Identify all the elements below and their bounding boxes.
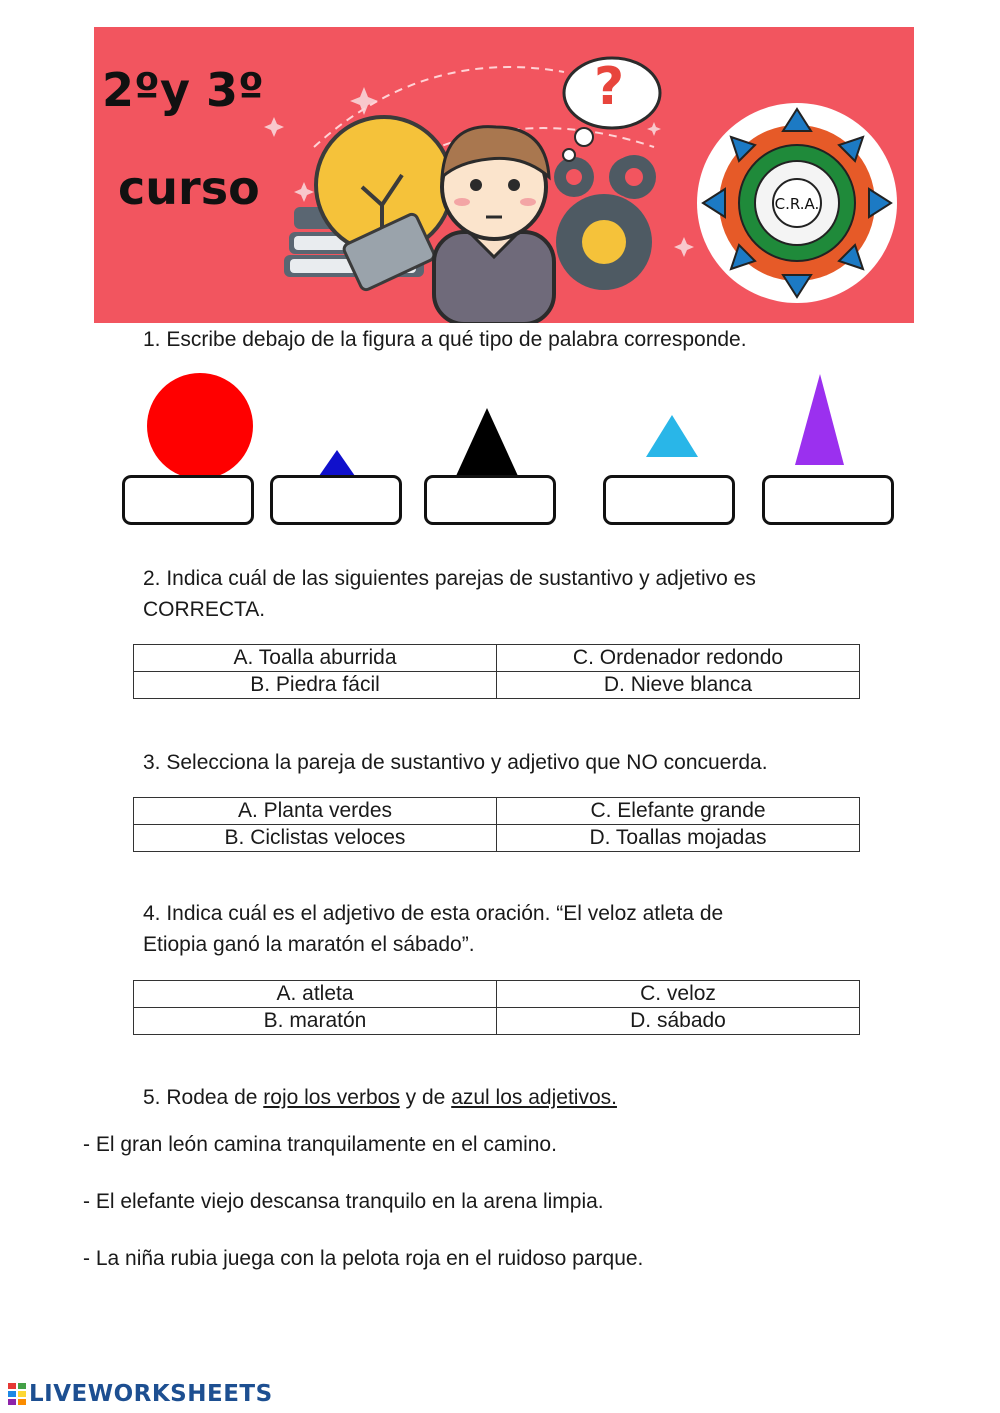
question-2-line1: 2. Indica cuál de las siguientes parejas de sustantivo y adjetivo es <box>143 567 756 590</box>
question-4-prompt <box>143 898 863 960</box>
question-2-prompt <box>143 563 863 625</box>
question-4-options <box>133 980 860 1035</box>
sentence-2[interactable]: - El elefante viejo descansa tranquilo en la arena limpia. <box>83 1190 604 1213</box>
cra-logo-text: C.R.A. <box>774 195 820 213</box>
course-title-line1: 2ºy 3º <box>102 63 264 117</box>
sentence-1[interactable]: - El gran león camina tranquilamente en el camino. <box>83 1133 557 1156</box>
cra-logo <box>703 109 891 297</box>
question-1-prompt: 1. Escribe debajo de la figura a qué tipo de palabra corresponde. <box>143 328 747 351</box>
question-2-line2: CORRECTA. <box>143 598 266 621</box>
footer-brand-text: LIVEWORKSHEETS <box>29 1381 273 1407</box>
red-circle-shape <box>147 373 253 479</box>
option-b[interactable]: B. Ciclistas veloces <box>134 825 497 852</box>
header-banner <box>94 27 914 323</box>
question-mark: ? <box>594 57 625 117</box>
black-triangle-shape <box>456 408 518 476</box>
figure-shapes <box>0 360 1000 480</box>
option-c[interactable]: C. veloz <box>497 981 860 1008</box>
option-d[interactable]: D. Nieve blanca <box>497 672 860 699</box>
option-a[interactable]: A. Planta verdes <box>134 798 497 825</box>
option-b[interactable]: B. maratón <box>134 1008 497 1035</box>
liveworksheets-logo-icon <box>8 1383 26 1405</box>
question-4-line1: 4. Indica cuál es el adjetivo de esta oración. “El veloz atleta de <box>143 902 724 925</box>
option-c[interactable]: C. Ordenador redondo <box>497 645 860 672</box>
purple-triangle-shape <box>795 374 844 465</box>
answer-box-4[interactable] <box>603 475 735 525</box>
answer-box-2[interactable] <box>270 475 402 525</box>
lightblue-triangle-shape <box>646 415 698 457</box>
question-3-options <box>133 797 860 852</box>
option-a[interactable]: A. Toalla aburrida <box>134 645 497 672</box>
question-4-line2: Etiopia ganó la maratón el sábado”. <box>143 933 475 956</box>
q5-prefix: 5. Rodea de <box>143 1086 264 1109</box>
question-3-prompt: 3. Selecciona la pareja de sustantivo y adjetivo que NO concuerda. <box>143 751 768 774</box>
option-c[interactable]: C. Elefante grande <box>497 798 860 825</box>
course-title-line2: curso <box>118 161 260 215</box>
q5-blue-instruction: azul los adjetivos. <box>451 1086 617 1109</box>
question-5-prompt <box>143 1082 863 1113</box>
option-b[interactable]: B. Piedra fácil <box>134 672 497 699</box>
answer-box-1[interactable] <box>122 475 254 525</box>
footer-brand[interactable] <box>8 1381 273 1407</box>
blue-triangle-shape <box>319 450 355 476</box>
answer-box-5[interactable] <box>762 475 894 525</box>
q5-red-instruction: rojo los verbos <box>263 1086 400 1109</box>
sentence-3[interactable]: - La niña rubia juega con la pelota roja en el ruidoso parque. <box>83 1247 644 1270</box>
answer-box-3[interactable] <box>424 475 556 525</box>
option-a[interactable]: A. atleta <box>134 981 497 1008</box>
q5-middle: y de <box>399 1086 452 1109</box>
option-d[interactable]: D. Toallas mojadas <box>497 825 860 852</box>
option-d[interactable]: D. sábado <box>497 1008 860 1035</box>
question-2-options <box>133 644 860 699</box>
